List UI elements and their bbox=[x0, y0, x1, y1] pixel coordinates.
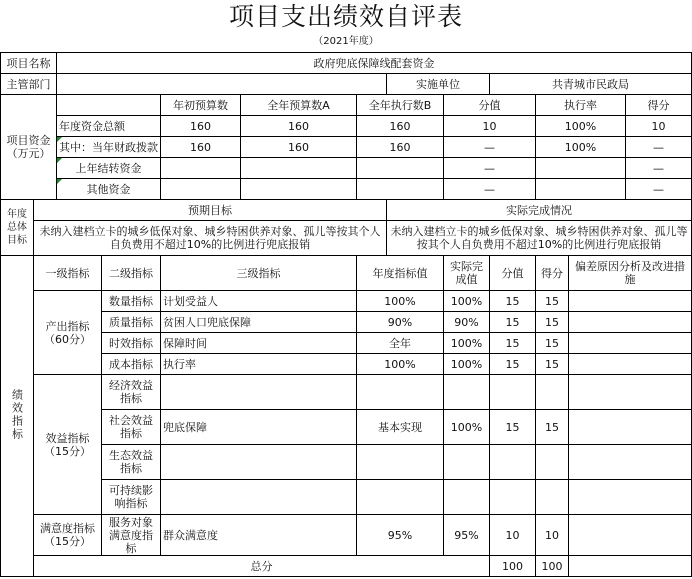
ind-group-benefit: 效益指标（15分） bbox=[34, 375, 102, 515]
ind-actual: 100% bbox=[444, 291, 490, 312]
indicators-label: 绩效指标 bbox=[10, 388, 24, 441]
goals-label: 年度总体目标 bbox=[1, 200, 34, 256]
funds-label: 项目资金（万元） bbox=[1, 95, 57, 200]
ind-l2: 服务对象满意度指标 bbox=[102, 515, 161, 556]
ind-got bbox=[536, 375, 569, 410]
ind-target: 全年 bbox=[357, 333, 444, 354]
self-evaluation-table bbox=[0, 52, 692, 577]
funds-header-exec-b: 全年执行数B bbox=[357, 95, 444, 116]
funds-row bbox=[1, 137, 692, 158]
ind-actual: 95% bbox=[444, 515, 490, 556]
funds-header-score: 分值 bbox=[444, 95, 536, 116]
indicator-row bbox=[1, 410, 692, 445]
ind-score: 15 bbox=[490, 291, 536, 312]
funds-row bbox=[1, 158, 692, 179]
funds-cell: — bbox=[444, 137, 536, 158]
ind-target: 90% bbox=[357, 312, 444, 333]
ind-note bbox=[569, 375, 692, 410]
goals-expected-text: 未纳入建档立卡的城乡低保对象、城乡特困供养对象、孤儿等按其个人自负费用不超过10%的比例进行兜底报销 bbox=[34, 221, 387, 256]
ind-actual: 90% bbox=[444, 312, 490, 333]
ind-score: 15 bbox=[490, 410, 536, 445]
ind-target bbox=[357, 445, 444, 480]
ind-group-satisfaction: 满意度指标（15分） bbox=[34, 515, 102, 556]
ind-l2: 生态效益指标 bbox=[102, 445, 161, 480]
total-score: 100 bbox=[490, 556, 536, 577]
funds-row-name: 其他资金 bbox=[57, 179, 161, 200]
ind-got: 15 bbox=[536, 354, 569, 375]
report-year: （2021年度） bbox=[313, 36, 379, 47]
ind-score: 15 bbox=[490, 312, 536, 333]
funds-cell: 160 bbox=[357, 116, 444, 137]
ind-l3 bbox=[161, 480, 357, 515]
funds-header-blank bbox=[57, 95, 161, 116]
indicator-row bbox=[1, 445, 692, 480]
funds-header-got: 得分 bbox=[626, 95, 692, 116]
ind-got: 15 bbox=[536, 410, 569, 445]
impl-unit-label: 实施单位 bbox=[387, 74, 490, 95]
indicator-row bbox=[1, 515, 692, 556]
total-got: 100 bbox=[536, 556, 569, 577]
funds-cell: 100% bbox=[536, 116, 626, 137]
page-title: 项目支出绩效自评表 bbox=[228, 2, 463, 31]
ind-header-note: 偏差原因分析及改进措施 bbox=[569, 256, 692, 291]
funds-cell: 160 bbox=[161, 137, 241, 158]
ind-header-target: 年度指标值 bbox=[357, 256, 444, 291]
funds-cell bbox=[241, 179, 357, 200]
ind-l2: 社会效益指标 bbox=[102, 410, 161, 445]
ind-header-l3: 三级指标 bbox=[161, 256, 357, 291]
indicator-row bbox=[1, 312, 692, 333]
ind-actual bbox=[444, 480, 490, 515]
ind-header-l2: 二级指标 bbox=[102, 256, 161, 291]
ind-score: 15 bbox=[490, 333, 536, 354]
ind-l3: 计划受益人 bbox=[161, 291, 357, 312]
ind-l2: 经济效益指标 bbox=[102, 375, 161, 410]
indicator-row bbox=[1, 480, 692, 515]
funds-cell: — bbox=[444, 158, 536, 179]
ind-header-score: 分值 bbox=[490, 256, 536, 291]
ind-group-output: 产出指标（60分） bbox=[34, 291, 102, 375]
funds-cell bbox=[357, 179, 444, 200]
funds-header-rate: 执行率 bbox=[536, 95, 626, 116]
ind-score bbox=[490, 445, 536, 480]
ind-l2: 成本指标 bbox=[102, 354, 161, 375]
ind-l2: 质量指标 bbox=[102, 312, 161, 333]
ind-score bbox=[490, 480, 536, 515]
ind-note bbox=[569, 480, 692, 515]
indicator-row bbox=[1, 354, 692, 375]
funds-header-initial: 年初预算数 bbox=[161, 95, 241, 116]
ind-actual bbox=[444, 445, 490, 480]
ind-got: 15 bbox=[536, 291, 569, 312]
ind-header-actual: 实际完成值 bbox=[444, 256, 490, 291]
ind-header-got: 得分 bbox=[536, 256, 569, 291]
ind-target: 100% bbox=[357, 291, 444, 312]
funds-cell: 160 bbox=[241, 137, 357, 158]
ind-got bbox=[536, 480, 569, 515]
funds-cell: 10 bbox=[626, 116, 692, 137]
funds-row bbox=[1, 179, 692, 200]
project-name-label: 项目名称 bbox=[1, 53, 57, 74]
ind-note bbox=[569, 410, 692, 445]
funds-cell: 160 bbox=[357, 137, 444, 158]
funds-cell: — bbox=[444, 179, 536, 200]
ind-l3: 贫困人口兜底保障 bbox=[161, 312, 357, 333]
goals-actual-text: 未纳入建档立卡的城乡低保对象、城乡特困供养对象、孤儿等按其个人自负费用不超过10%的比例进行兜底报销 bbox=[387, 221, 692, 256]
ind-note bbox=[569, 333, 692, 354]
impl-unit-value: 共青城市民政局 bbox=[490, 74, 692, 95]
funds-cell bbox=[161, 179, 241, 200]
ind-target: 95% bbox=[357, 515, 444, 556]
funds-cell bbox=[161, 158, 241, 179]
ind-actual: 100% bbox=[444, 333, 490, 354]
funds-cell bbox=[241, 158, 357, 179]
ind-l3 bbox=[161, 445, 357, 480]
ind-l3: 保障时间 bbox=[161, 333, 357, 354]
indicators-label-cell bbox=[1, 256, 34, 577]
goals-expected-header: 预期目标 bbox=[34, 200, 387, 221]
funds-row-name: 年度资金总额 bbox=[57, 116, 161, 137]
project-name-value: 政府兜底保障线配套资金 bbox=[57, 53, 692, 74]
ind-actual: 100% bbox=[444, 410, 490, 445]
funds-header-budget-a: 全年预算数A bbox=[241, 95, 357, 116]
ind-target bbox=[357, 480, 444, 515]
ind-l3: 执行率 bbox=[161, 354, 357, 375]
funds-cell: — bbox=[626, 158, 692, 179]
funds-cell: 160 bbox=[241, 116, 357, 137]
total-note bbox=[569, 556, 692, 577]
ind-note bbox=[569, 354, 692, 375]
ind-got bbox=[536, 445, 569, 480]
ind-score: 10 bbox=[490, 515, 536, 556]
ind-score bbox=[490, 375, 536, 410]
ind-got: 15 bbox=[536, 312, 569, 333]
ind-score: 15 bbox=[490, 354, 536, 375]
ind-l2: 时效指标 bbox=[102, 333, 161, 354]
ind-l2: 数量指标 bbox=[102, 291, 161, 312]
funds-cell: 160 bbox=[161, 116, 241, 137]
ind-actual: 100% bbox=[444, 354, 490, 375]
goals-actual-header: 实际完成情况 bbox=[387, 200, 692, 221]
funds-cell: 10 bbox=[444, 116, 536, 137]
funds-cell: 100% bbox=[536, 137, 626, 158]
dept-label: 主管部门 bbox=[1, 74, 57, 95]
funds-row bbox=[1, 116, 692, 137]
ind-note bbox=[569, 312, 692, 333]
total-label: 总分 bbox=[34, 556, 490, 577]
indicator-row bbox=[1, 291, 692, 312]
ind-target: 100% bbox=[357, 354, 444, 375]
ind-l3: 兜底保障 bbox=[161, 410, 357, 445]
dept-value bbox=[57, 74, 387, 95]
ind-l3 bbox=[161, 375, 357, 410]
funds-cell: — bbox=[626, 137, 692, 158]
ind-note bbox=[569, 445, 692, 480]
indicator-row bbox=[1, 375, 692, 410]
ind-l3: 群众满意度 bbox=[161, 515, 357, 556]
funds-row-name: 上年结转资金 bbox=[57, 158, 161, 179]
ind-l2: 可持续影响指标 bbox=[102, 480, 161, 515]
ind-got: 15 bbox=[536, 333, 569, 354]
funds-cell bbox=[536, 179, 626, 200]
ind-note bbox=[569, 291, 692, 312]
ind-target: 基本实现 bbox=[357, 410, 444, 445]
ind-target bbox=[357, 375, 444, 410]
ind-note bbox=[569, 515, 692, 556]
ind-actual bbox=[444, 375, 490, 410]
funds-cell: — bbox=[626, 179, 692, 200]
funds-row-name: 其中：当年财政拨款 bbox=[57, 137, 161, 158]
funds-cell bbox=[357, 158, 444, 179]
ind-header-l1: 一级指标 bbox=[34, 256, 102, 291]
funds-cell bbox=[536, 158, 626, 179]
indicator-row bbox=[1, 333, 692, 354]
ind-got: 10 bbox=[536, 515, 569, 556]
